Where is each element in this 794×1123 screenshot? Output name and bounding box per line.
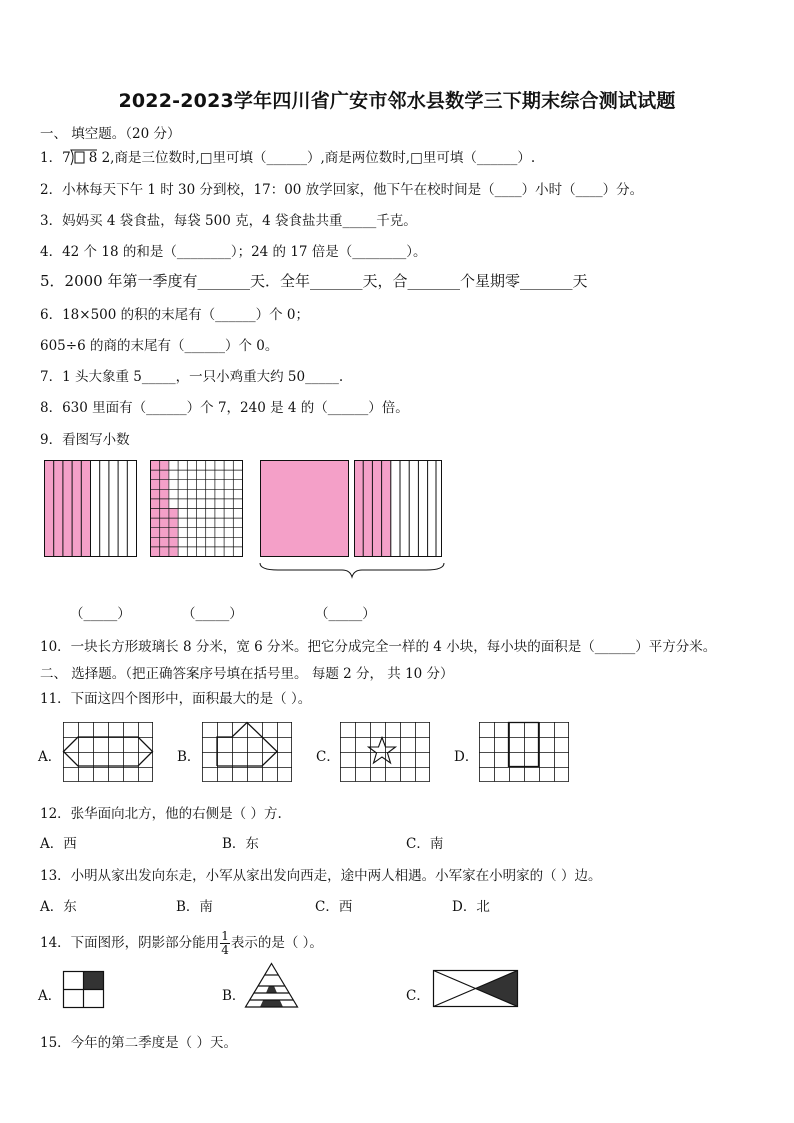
- q13-option-b[interactable]: B．南: [176, 899, 213, 915]
- question-12: 12．张华面向北方，他的右侧是（ ）方.: [40, 806, 282, 822]
- q14-figure-b-triangle: [245, 963, 305, 1013]
- question-3: 3．妈妈买 4 袋食盐，每袋 500 克，4 袋食盐共重_____千克。: [40, 213, 417, 229]
- section-2-heading: 二、 选择题。（把正确答案序号填在括号里。 每题 2 分， 共 10 分）: [40, 666, 454, 682]
- q12-option-b[interactable]: B．东: [222, 836, 259, 852]
- question-11: 11．下面这四个图形中，面积最大的是（ ）。: [40, 691, 312, 707]
- tenths-strip-figure-2: [354, 460, 448, 558]
- question-8: 8．630 里面有（______）个 7，240 是 4 的（______）倍。: [40, 400, 409, 416]
- q12-option-c[interactable]: C．南: [406, 836, 444, 852]
- fraction-denominator: 4: [221, 943, 229, 957]
- question-1: [40, 146, 535, 166]
- question-7: 7．1 头大象重 5_____，一只小鸡重大约 50_____.: [40, 369, 344, 385]
- question-9: 9．看图写小数: [40, 432, 130, 448]
- question-6b: 605÷6 的商的末尾有（______）个 0。: [40, 338, 279, 354]
- question-2: 2．小林每天下午 1 时 30 分到校，17：00 放学回家，他下午在校时间是（____）小时（____）分。: [40, 182, 644, 198]
- q12-option-a[interactable]: A．西: [40, 836, 77, 852]
- q1-dividend: 8 2: [88, 150, 111, 166]
- question-5: 5．2000 年第一季度有_______天．全年_______天，合_______个星期零_______天: [40, 272, 588, 290]
- q11-figure-a-hexagon: [63, 722, 153, 782]
- q11-figure-c-star: [340, 722, 430, 782]
- question-4: 4．42 个 18 的和是（________）；24 的 17 倍是（________）。: [40, 244, 427, 260]
- hundredths-grid-figure: [150, 460, 244, 558]
- q1-text: ,商是三位数时,□里可填（______）,商是两位数时,□里可填（______）.: [110, 150, 536, 166]
- tenths-strip-figure: [44, 460, 138, 558]
- question-14: [40, 930, 323, 957]
- q11-option-d-label[interactable]: D．: [454, 749, 479, 765]
- question-15: 15．今年的第二季度是（ ）天。: [40, 1035, 237, 1051]
- q1-prefix: 1．7: [40, 150, 71, 166]
- page-title: 2022-2023学年四川省广安市邻水县数学三下期末综合测试试题: [118, 90, 676, 112]
- q9-blank-3[interactable]: （_____）: [315, 606, 376, 622]
- section-1-heading: 一、 填空题。（20 分）: [40, 126, 181, 142]
- long-division-symbol: [71, 150, 110, 166]
- q9-blank-2[interactable]: （_____）: [182, 606, 243, 622]
- fraction-one-quarter: [220, 930, 230, 957]
- q14-option-a-label[interactable]: A．: [38, 988, 62, 1004]
- q11-figure-b-house: [202, 722, 292, 782]
- q14-text-a: 14．下面图形，阴影部分能用: [40, 935, 220, 951]
- question-6a: 6．18×500 的积的末尾有（______）个 0；: [40, 307, 310, 323]
- q9-blank-1[interactable]: （_____）: [70, 606, 131, 622]
- q14-option-c-label[interactable]: C．: [406, 988, 430, 1004]
- question-10: 10．一块长方形玻璃长 8 分米，宽 6 分米。把它分成完全一样的 4 小块，每小块的面积是（______）平方分米。: [40, 639, 717, 655]
- q14-option-b-label[interactable]: B．: [222, 988, 246, 1004]
- q14-text-b: 表示的是（ ）。: [230, 935, 323, 951]
- q13-option-d[interactable]: D．北: [452, 899, 490, 915]
- fraction-numerator: 1: [221, 929, 229, 943]
- q11-option-a-label[interactable]: A．: [38, 749, 62, 765]
- question-13: 13．小明从家出发向东走，小军从家出发向西走，途中两人相遇。小军家在小明家的（ ）边。: [40, 868, 602, 884]
- q11-option-b-label[interactable]: B．: [177, 749, 201, 765]
- q13-option-a[interactable]: A．东: [40, 899, 77, 915]
- q14-figure-c-rectangle: [433, 970, 533, 1010]
- q13-option-c[interactable]: C．西: [315, 899, 353, 915]
- brace-bracket: [258, 562, 448, 580]
- whole-square-figure: [260, 460, 354, 558]
- q14-figure-a-square: [63, 971, 107, 1011]
- q11-figure-d-rectangle: [479, 722, 569, 782]
- q11-option-c-label[interactable]: C．: [316, 749, 340, 765]
